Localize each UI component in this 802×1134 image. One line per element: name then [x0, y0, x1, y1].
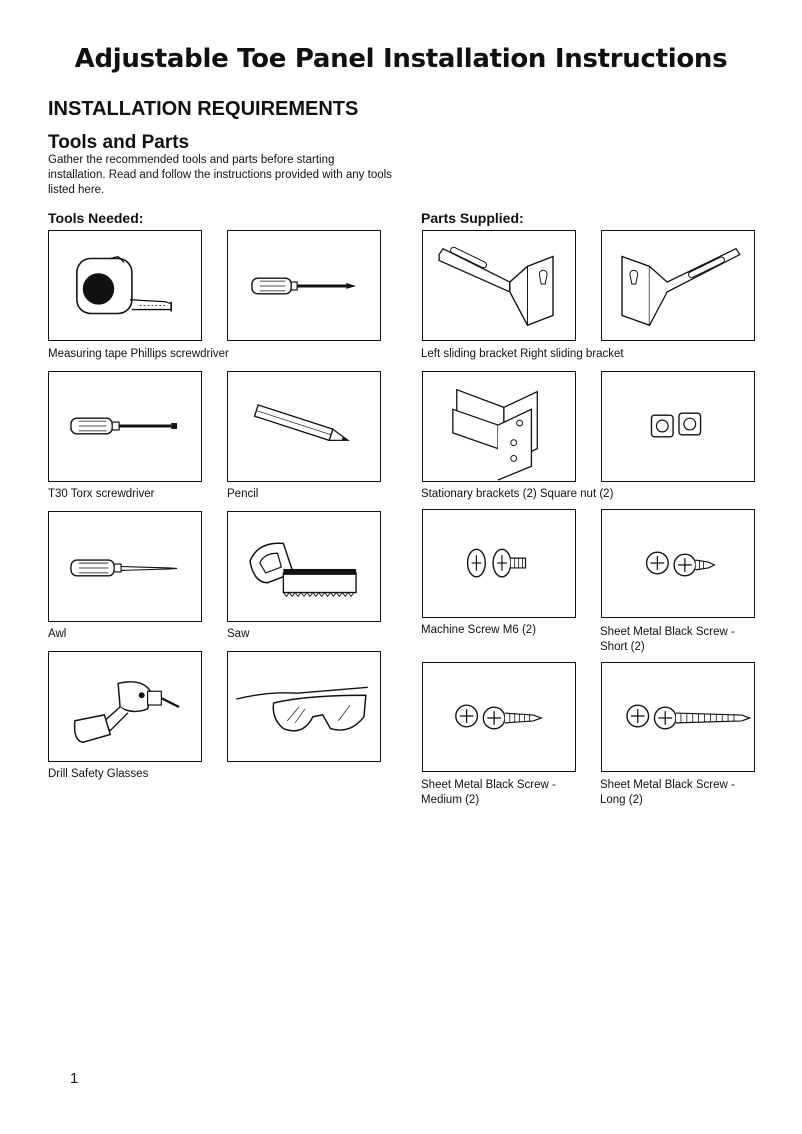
parts-heading: Parts Supplied: [421, 210, 524, 226]
caption-saw: Saw [227, 628, 250, 640]
long-screw-figure [601, 662, 755, 772]
square-nut-figure [601, 371, 755, 482]
pencil-icon [228, 372, 380, 481]
saw-icon [228, 512, 380, 621]
safety-glasses-icon [228, 652, 380, 761]
section-heading: INSTALLATION REQUIREMENTS [48, 98, 359, 120]
awl-figure [48, 511, 202, 622]
machine-screw-icon [423, 510, 575, 617]
right-sliding-bracket-figure [601, 230, 755, 341]
measuring-tape-figure [48, 230, 202, 341]
machine-screw-figure [422, 509, 576, 618]
awl-icon [49, 512, 201, 621]
document-title: Adjustable Toe Panel Installation Instructions [74, 44, 728, 74]
torx-screwdriver-icon [49, 372, 201, 481]
caption-sliding-brackets: Left sliding bracket Right sliding bracket [421, 348, 624, 360]
safety-glasses-figure [227, 651, 381, 762]
stationary-bracket-icon [423, 372, 575, 481]
caption-short-screw: Sheet Metal Black Screw - Short (2) [600, 626, 735, 653]
drill-icon [49, 652, 201, 761]
caption-pencil: Pencil [227, 488, 259, 500]
caption-long-screw: Sheet Metal Black Screw - Long (2) [600, 779, 735, 806]
intro-paragraph: Gather the recommended tools and parts before starting installation. Read and follow the instructions provided with any tools listed here. [48, 154, 392, 196]
caption-medium-screw: Sheet Metal Black Screw - Medium (2) [421, 779, 556, 806]
page-number: 1 [70, 1070, 79, 1087]
caption-machine-screw: Machine Screw M6 (2) [421, 624, 537, 636]
caption-stationary-squarenut: Stationary brackets (2) Square nut (2) [421, 488, 614, 500]
tools-heading: Tools Needed: [48, 210, 144, 226]
subheading: Tools and Parts [48, 132, 190, 153]
caption-drill-glasses: Drill Safety Glasses [48, 768, 149, 780]
medium-screw-icon [423, 663, 575, 771]
sliding-bracket-icon [602, 231, 754, 340]
torx-screwdriver-figure [48, 371, 202, 482]
sliding-bracket-icon [423, 231, 575, 340]
square-nut-icon [602, 372, 754, 481]
medium-screw-figure [422, 662, 576, 772]
phillips-screwdriver-figure [227, 230, 381, 341]
screwdriver-icon [228, 231, 380, 340]
caption-measuring-tape-phillips: Measuring tape Phillips screwdriver [48, 348, 229, 360]
stationary-brackets-figure [422, 371, 576, 482]
drill-figure [48, 651, 202, 762]
caption-awl: Awl [48, 628, 67, 640]
left-sliding-bracket-figure [422, 230, 576, 341]
saw-figure [227, 511, 381, 622]
short-screw-figure [601, 509, 755, 618]
pencil-figure [227, 371, 381, 482]
long-screw-icon [602, 663, 754, 771]
measuring-tape-icon [49, 231, 201, 340]
caption-torx: T30 Torx screwdriver [48, 488, 155, 500]
short-screw-icon [602, 510, 754, 617]
